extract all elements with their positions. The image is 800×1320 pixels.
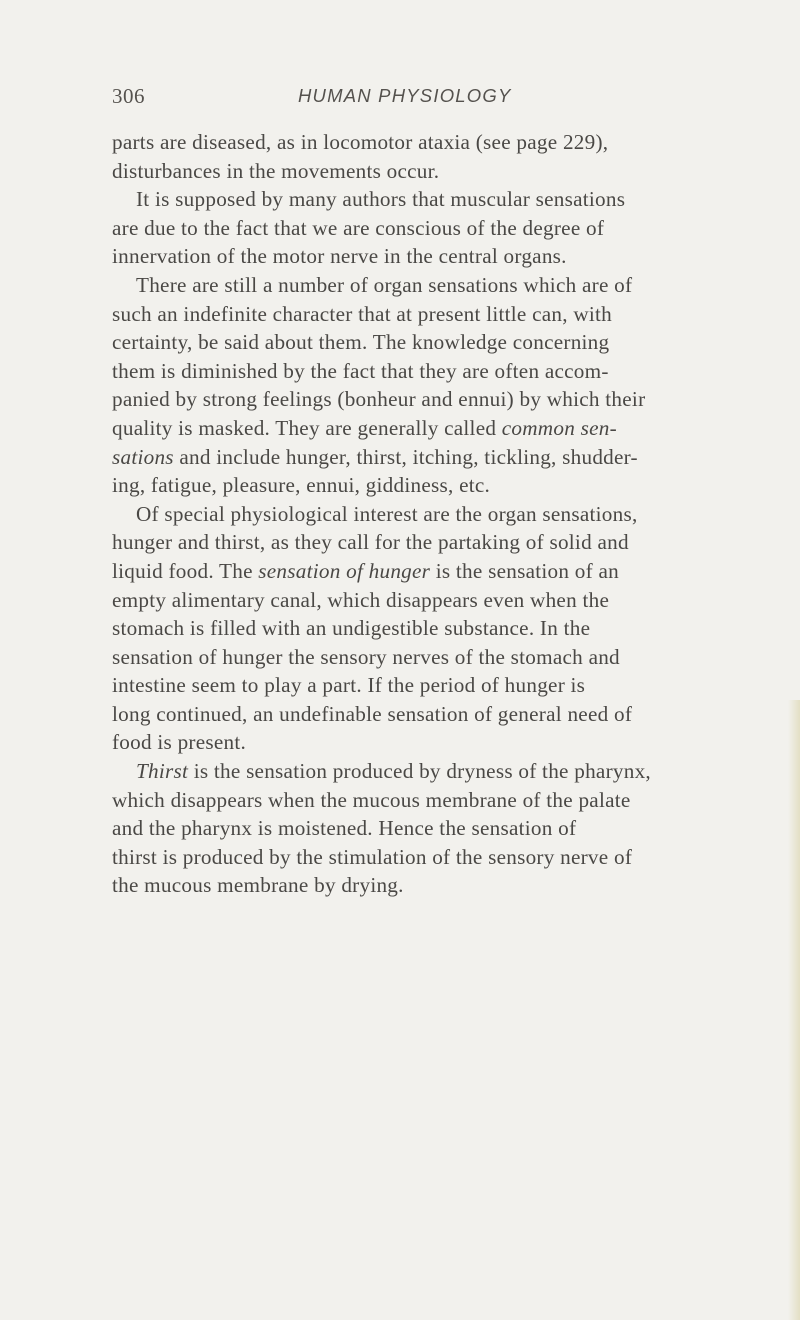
page-number: 306: [112, 84, 145, 108]
text-line: ing, fatigue, pleasure, ennui, giddiness, etc.: [112, 473, 491, 498]
text-line: certainty, be said about them. The knowledge concerning: [112, 330, 610, 355]
text-line: parts are diseased, as in locomotor ataxia (see page 229),: [112, 130, 609, 154]
text-line: such an indefinite character that at present little can, with: [112, 301, 613, 326]
text-line: [112, 557, 762, 586]
text-line: It is supposed by many authors that muscular sensations: [136, 187, 626, 212]
text-run: and include hunger, thirst, itching, tickling, shudder-: [173, 444, 638, 469]
text-line: and the pharynx is moistened. Hence the sensation of: [112, 816, 577, 841]
text-line: [112, 443, 762, 472]
text-line: panied by strong feelings (bonheur and ennui) by which their: [112, 387, 646, 412]
text-line: [112, 414, 762, 443]
text-line: long continued, an undefinable sensation of general need of: [112, 701, 633, 726]
text-line: are due to the fact that we are conscious of the degree of: [112, 215, 605, 240]
text-run: quality is masked. They are generally called: [112, 415, 502, 440]
body-text: [112, 128, 762, 900]
text-line: disturbances in the movements occur.: [112, 158, 440, 183]
text-line: empty alimentary canal, which disappears even when the: [112, 587, 610, 612]
text-line: the mucous membrane by drying.: [112, 873, 404, 898]
text-line: which disappears when the mucous membrane of the palate: [112, 787, 631, 812]
term-common-sensations-cont: sations: [112, 444, 174, 469]
text-line: innervation of the motor nerve in the central organs.: [112, 244, 567, 269]
text-run: is the sensation of an: [430, 558, 619, 583]
text-line: them is diminished by the fact that they are often accom-: [112, 358, 609, 383]
page-edge-shadow: [788, 700, 800, 1320]
text-line: intestine seem to play a part. If the period of hunger is: [112, 673, 586, 698]
text-run: is the sensation produced by dryness of the pharynx,: [188, 759, 651, 784]
page-header: [112, 84, 762, 112]
text-line: Of special physiological interest are the organ sensations,: [136, 501, 638, 526]
text-line: food is present.: [112, 730, 247, 755]
term-common-sensations: common sen-: [501, 415, 617, 440]
text-run: liquid food. The: [112, 558, 259, 583]
term-sensation-of-hunger: sensation of hunger: [258, 558, 431, 583]
running-head: HUMAN PHYSIOLOGY: [298, 85, 512, 106]
text-line: sensation of hunger the sensory nerves of the stomach and: [112, 644, 620, 669]
text-line: There are still a number of organ sensations which are of: [136, 272, 633, 297]
text-line: stomach is filled with an undigestible substance. In the: [112, 616, 591, 641]
text-line: thirst is produced by the stimulation of the sensory nerve of: [112, 844, 633, 869]
text-line: [112, 757, 762, 786]
term-thirst: Thirst: [136, 759, 189, 784]
text-line: hunger and thirst, as they call for the partaking of solid and: [112, 530, 629, 555]
